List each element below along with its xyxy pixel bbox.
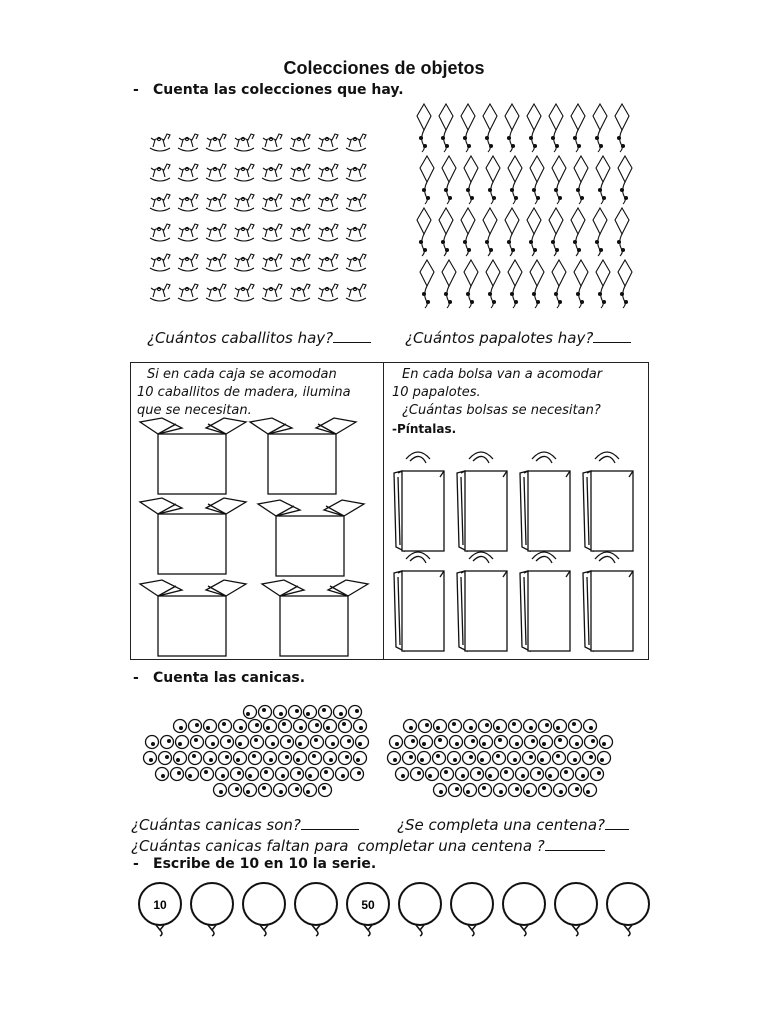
- rocking-horse-icon: [150, 194, 170, 211]
- marble-icon: [435, 736, 448, 749]
- marble-icon: [279, 720, 292, 733]
- marble-icon: [171, 768, 184, 781]
- marble-icon: [524, 784, 537, 797]
- marble-icon: [276, 768, 289, 781]
- bullet-dash: -: [133, 670, 139, 686]
- rocking-horse-icon: [206, 194, 226, 211]
- marble-icon: [201, 768, 214, 781]
- marble-icon: [221, 736, 234, 749]
- rocking-horse-icon: [234, 164, 254, 181]
- rocking-horse-icon: [150, 134, 170, 151]
- rocking-horse-icon: [318, 194, 338, 211]
- heading-text: Cuenta las colecciones que hay.: [153, 82, 404, 98]
- shopping-bag-icon[interactable]: [520, 452, 570, 551]
- marble-icon: [508, 752, 521, 765]
- marble-icon: [434, 720, 447, 733]
- rocking-horse-icon: [290, 254, 310, 271]
- marble-icon: [244, 706, 257, 719]
- rocking-horse-icon: [346, 134, 366, 151]
- marble-icon: [234, 720, 247, 733]
- marble-icon: [274, 706, 287, 719]
- rocking-horse-icon: [178, 134, 198, 151]
- marble-icon: [294, 720, 307, 733]
- question-kites-text: ¿Cuántos papalotes hay?: [405, 329, 594, 347]
- marble-icon: [204, 752, 217, 765]
- kite-icon: [596, 260, 610, 308]
- rocking-horse-icon: [234, 284, 254, 301]
- marble-icon: [585, 736, 598, 749]
- rocking-horse-icon: [178, 284, 198, 301]
- marble-icon: [554, 720, 567, 733]
- kite-icon: [439, 208, 453, 256]
- balloon-icon[interactable]: [399, 883, 441, 936]
- marble-icon: [569, 720, 582, 733]
- marble-icon: [568, 752, 581, 765]
- marble-icon: [388, 752, 401, 765]
- kite-icon: [420, 260, 434, 308]
- marble-icon: [339, 752, 352, 765]
- marble-icon: [351, 768, 364, 781]
- marble-icon: [261, 768, 274, 781]
- kite-icon: [417, 208, 431, 256]
- shopping-bag-icon[interactable]: [583, 552, 633, 651]
- marble-icon: [281, 736, 294, 749]
- marble-icon: [249, 752, 262, 765]
- marble-icon: [156, 768, 169, 781]
- section-heading-marbles: [133, 670, 305, 686]
- marble-icon: [553, 752, 566, 765]
- marble-icon: [204, 720, 217, 733]
- kite-icon: [615, 208, 629, 256]
- marble-icon: [176, 736, 189, 749]
- bags-instruction-line2: 10 papalotes.: [392, 385, 481, 400]
- bags-instruction: [392, 366, 642, 438]
- question-complete-hundred-text: ¿Se completa una centena?: [397, 816, 606, 834]
- balloon-icon[interactable]: [295, 883, 337, 936]
- marble-icon: [321, 768, 334, 781]
- kite-icon: [549, 208, 563, 256]
- rocking-horse-icon: [346, 164, 366, 181]
- marble-icon: [463, 752, 476, 765]
- rocking-horse-icon: [346, 284, 366, 301]
- boxes-group: [132, 418, 382, 658]
- kite-icon: [483, 208, 497, 256]
- rocking-horses-collection: [148, 128, 378, 308]
- rocking-horse-icon: [262, 194, 282, 211]
- rocking-horse-icon: [150, 254, 170, 271]
- shopping-bag-icon[interactable]: [457, 452, 507, 551]
- marble-icon: [341, 736, 354, 749]
- kite-icon: [593, 104, 607, 152]
- rocking-horse-icon: [346, 254, 366, 271]
- box-icon[interactable]: [140, 418, 246, 494]
- heading-text: Escribe de 10 en 10 la serie.: [153, 856, 377, 872]
- question-missing-part2: completar una centena ?: [357, 837, 545, 855]
- marble-icon: [539, 720, 552, 733]
- marble-icon: [174, 752, 187, 765]
- rocking-horse-icon: [178, 194, 198, 211]
- marble-icon: [546, 768, 559, 781]
- marble-icon: [419, 720, 432, 733]
- marble-icon: [324, 752, 337, 765]
- marble-icon: [266, 736, 279, 749]
- kite-icon: [530, 156, 544, 204]
- kite-icon: [574, 156, 588, 204]
- answer-blank-marbles-missing[interactable]: [545, 836, 605, 851]
- question-marbles-total: [131, 815, 359, 834]
- marble-icon: [403, 752, 416, 765]
- marble-icon: [161, 736, 174, 749]
- kite-icon: [442, 260, 456, 308]
- rocking-horse-icon: [178, 254, 198, 271]
- marble-icon: [576, 768, 589, 781]
- boxes-instruction-line1: Si en cada caja se acomodan: [147, 367, 337, 382]
- marble-icon: [540, 736, 553, 749]
- marble-icon: [495, 736, 508, 749]
- bags-instruction-line1: En cada bolsa van a acomodar: [402, 367, 603, 382]
- marble-icon: [524, 720, 537, 733]
- marble-icon: [523, 752, 536, 765]
- marble-icon: [420, 736, 433, 749]
- marble-icon: [229, 784, 242, 797]
- rocking-horse-icon: [290, 224, 310, 241]
- marble-icon: [289, 706, 302, 719]
- marble-icon: [479, 720, 492, 733]
- marble-icon: [146, 736, 159, 749]
- marble-icon: [509, 720, 522, 733]
- boxes-instruction-line2: 10 caballitos de madera, ilumina: [137, 385, 351, 400]
- marble-icon: [219, 720, 232, 733]
- kite-icon: [618, 156, 632, 204]
- balloon-icon[interactable]: [139, 883, 181, 936]
- marble-icon: [471, 768, 484, 781]
- kite-icon: [461, 104, 475, 152]
- marble-icon: [479, 784, 492, 797]
- marble-icon: [510, 736, 523, 749]
- marble-icon: [304, 706, 317, 719]
- marble-icon: [159, 752, 172, 765]
- kite-icon: [549, 104, 563, 152]
- marble-icon: [494, 720, 507, 733]
- kite-icon: [483, 104, 497, 152]
- marble-icon: [264, 720, 277, 733]
- rocking-horse-icon: [262, 254, 282, 271]
- marble-icon: [334, 706, 347, 719]
- marble-icon: [339, 720, 352, 733]
- marble-icon: [584, 720, 597, 733]
- balloon-series: [138, 880, 648, 940]
- balloon-icon[interactable]: [503, 883, 545, 936]
- question-marbles-missing: [131, 836, 605, 855]
- marble-icon: [244, 784, 257, 797]
- kite-icon: [505, 208, 519, 256]
- marble-icon: [509, 784, 522, 797]
- shopping-bag-icon[interactable]: [394, 452, 444, 551]
- rocking-horse-icon: [290, 134, 310, 151]
- answer-blank-horses[interactable]: [333, 328, 371, 343]
- marble-icon: [531, 768, 544, 781]
- box-icon[interactable]: [140, 498, 246, 574]
- kite-icon: [571, 208, 585, 256]
- bullet-dash: -: [133, 856, 139, 872]
- marble-icon: [600, 736, 613, 749]
- rocking-horse-icon: [262, 164, 282, 181]
- marble-icon: [354, 752, 367, 765]
- marble-icon: [354, 720, 367, 733]
- marble-icon: [234, 752, 247, 765]
- marble-icon: [583, 752, 596, 765]
- box-icon[interactable]: [258, 500, 364, 576]
- section-heading-series: [133, 856, 376, 872]
- marble-icon: [404, 720, 417, 733]
- balloon-icon[interactable]: [243, 883, 285, 936]
- marble-icon: [189, 752, 202, 765]
- rocking-horse-icon: [206, 134, 226, 151]
- marble-icon: [174, 720, 187, 733]
- marble-icon: [465, 736, 478, 749]
- marble-icon: [396, 768, 409, 781]
- marble-icon: [493, 752, 506, 765]
- marble-icon: [494, 784, 507, 797]
- kite-icon: [464, 260, 478, 308]
- balloon-number: 10: [153, 898, 167, 912]
- rocking-horse-icon: [234, 134, 254, 151]
- marble-icon: [264, 752, 277, 765]
- rocking-horse-icon: [290, 284, 310, 301]
- rocking-horse-icon: [346, 194, 366, 211]
- marble-icon: [319, 784, 332, 797]
- question-kites: [405, 328, 631, 347]
- marble-icon: [434, 784, 447, 797]
- marble-icon: [456, 768, 469, 781]
- marble-icon: [274, 784, 287, 797]
- rocking-horse-icon: [150, 164, 170, 181]
- kite-icon: [571, 104, 585, 152]
- boxes-instruction-line3: que se necesitan.: [137, 403, 252, 418]
- marble-icon: [426, 768, 439, 781]
- bags-group: [386, 455, 648, 655]
- marble-icon: [448, 752, 461, 765]
- box-icon[interactable]: [140, 580, 246, 656]
- marble-icon: [319, 706, 332, 719]
- marble-icon: [289, 784, 302, 797]
- shopping-bag-icon[interactable]: [520, 552, 570, 651]
- kite-icon: [508, 156, 522, 204]
- kite-icon: [439, 104, 453, 152]
- kite-icon: [618, 260, 632, 308]
- bags-paint-instruction: -Píntalas.: [392, 422, 457, 436]
- marble-icon: [539, 784, 552, 797]
- kite-icon: [530, 260, 544, 308]
- shopping-bag-icon[interactable]: [394, 552, 444, 651]
- heading-text: Cuenta las canicas.: [153, 670, 306, 686]
- marble-icon: [356, 736, 369, 749]
- marble-icon: [501, 768, 514, 781]
- marble-icon: [206, 736, 219, 749]
- marble-icon: [291, 768, 304, 781]
- rocking-horse-icon: [318, 164, 338, 181]
- rocking-horse-icon: [346, 224, 366, 241]
- balloon-number: 50: [361, 898, 375, 912]
- kite-icon: [417, 104, 431, 152]
- rocking-horse-icon: [318, 284, 338, 301]
- section-heading-collections: [133, 82, 404, 98]
- rocking-horse-icon: [206, 164, 226, 181]
- rocking-horse-icon: [318, 224, 338, 241]
- marble-icon: [249, 720, 262, 733]
- marble-icon: [309, 752, 322, 765]
- marble-icon: [561, 768, 574, 781]
- marble-icon: [433, 752, 446, 765]
- kite-icon: [486, 260, 500, 308]
- answer-blank-complete-hundred[interactable]: [605, 815, 629, 830]
- rocking-horse-icon: [262, 224, 282, 241]
- marble-icon: [411, 768, 424, 781]
- rocking-horse-icon: [290, 164, 310, 181]
- balloon-icon[interactable]: [607, 883, 649, 936]
- rocking-horse-icon: [318, 134, 338, 151]
- rocking-horse-icon: [290, 194, 310, 211]
- marble-icon: [144, 752, 157, 765]
- balloon-icon[interactable]: [191, 883, 233, 936]
- kite-icon: [486, 156, 500, 204]
- marble-icon: [570, 736, 583, 749]
- marble-icon: [584, 784, 597, 797]
- marble-icon: [554, 784, 567, 797]
- question-horses-text: ¿Cuántos caballitos hay?: [147, 329, 334, 347]
- rocking-horse-icon: [234, 254, 254, 271]
- frame-divider: [383, 362, 384, 660]
- marble-icon: [464, 720, 477, 733]
- rocking-horse-icon: [150, 224, 170, 241]
- marble-icon: [449, 784, 462, 797]
- kite-icon: [420, 156, 434, 204]
- balloon-icon[interactable]: [555, 883, 597, 936]
- answer-blank-kites[interactable]: [593, 328, 631, 343]
- marble-icon: [486, 768, 499, 781]
- marble-icon: [390, 736, 403, 749]
- marble-icon: [569, 784, 582, 797]
- marble-icon: [246, 768, 259, 781]
- rocking-horse-icon: [206, 224, 226, 241]
- kite-icon: [508, 260, 522, 308]
- marble-icon: [450, 736, 463, 749]
- marble-icon: [186, 768, 199, 781]
- bullet-dash: -: [133, 82, 139, 98]
- kite-icon: [552, 156, 566, 204]
- marble-icon: [259, 706, 272, 719]
- marble-icon: [189, 720, 202, 733]
- kite-icon: [464, 156, 478, 204]
- marble-icon: [441, 768, 454, 781]
- marble-icon: [311, 736, 324, 749]
- marble-icon: [405, 736, 418, 749]
- question-horses: [147, 328, 371, 347]
- kite-icon: [552, 260, 566, 308]
- marble-icon: [480, 736, 493, 749]
- shopping-bag-icon[interactable]: [583, 452, 633, 551]
- kite-icon: [461, 208, 475, 256]
- bags-instruction-line3: ¿Cuántas bolsas se necesitan?: [402, 403, 601, 418]
- rocking-horse-icon: [206, 284, 226, 301]
- rocking-horse-icon: [150, 284, 170, 301]
- marble-icon: [336, 768, 349, 781]
- rocking-horse-icon: [262, 284, 282, 301]
- marbles-collection: [140, 700, 640, 810]
- balloon-icon[interactable]: [347, 883, 389, 936]
- marble-icon: [304, 784, 317, 797]
- page-title: Colecciones de objetos: [283, 58, 485, 78]
- shopping-bag-icon[interactable]: [457, 552, 507, 651]
- marble-icon: [309, 720, 322, 733]
- boxes-instruction: [137, 366, 377, 420]
- balloon-icon[interactable]: [451, 883, 493, 936]
- marble-icon: [591, 768, 604, 781]
- kite-icon: [615, 104, 629, 152]
- marble-icon: [555, 736, 568, 749]
- box-icon[interactable]: [262, 580, 368, 656]
- question-missing-part1: ¿Cuántas canicas faltan para: [131, 837, 349, 855]
- marble-icon: [525, 736, 538, 749]
- kite-icon: [527, 104, 541, 152]
- marble-icon: [191, 736, 204, 749]
- marble-icon: [306, 768, 319, 781]
- kite-icon: [527, 208, 541, 256]
- rocking-horse-icon: [234, 224, 254, 241]
- marble-icon: [324, 720, 337, 733]
- marble-icon: [214, 784, 227, 797]
- marble-icon: [478, 752, 491, 765]
- kite-icon: [442, 156, 456, 204]
- marble-icon: [449, 720, 462, 733]
- kite-icon: [593, 208, 607, 256]
- marble-icon: [598, 752, 611, 765]
- answer-blank-marbles-total[interactable]: [301, 815, 359, 830]
- marble-icon: [231, 768, 244, 781]
- marble-icon: [538, 752, 551, 765]
- kite-icon: [596, 156, 610, 204]
- rocking-horse-icon: [234, 194, 254, 211]
- box-icon[interactable]: [250, 418, 356, 494]
- marble-icon: [296, 736, 309, 749]
- rocking-horse-icon: [318, 254, 338, 271]
- rocking-horse-icon: [206, 254, 226, 271]
- marble-icon: [251, 736, 264, 749]
- marble-icon: [294, 752, 307, 765]
- marble-icon: [516, 768, 529, 781]
- marble-icon: [236, 736, 249, 749]
- marble-icon: [279, 752, 292, 765]
- question-complete-hundred: [397, 815, 629, 834]
- marble-icon: [216, 768, 229, 781]
- marble-icon: [349, 706, 362, 719]
- kite-icon: [505, 104, 519, 152]
- rocking-horse-icon: [178, 164, 198, 181]
- kites-collection: [414, 104, 644, 304]
- rocking-horse-icon: [262, 134, 282, 151]
- marble-icon: [259, 784, 272, 797]
- rocking-horse-icon: [178, 224, 198, 241]
- marble-icon: [464, 784, 477, 797]
- kite-icon: [574, 260, 588, 308]
- marble-icon: [418, 752, 431, 765]
- marble-icon: [219, 752, 232, 765]
- marble-icon: [326, 736, 339, 749]
- question-marbles-total-text: ¿Cuántas canicas son?: [131, 816, 301, 834]
